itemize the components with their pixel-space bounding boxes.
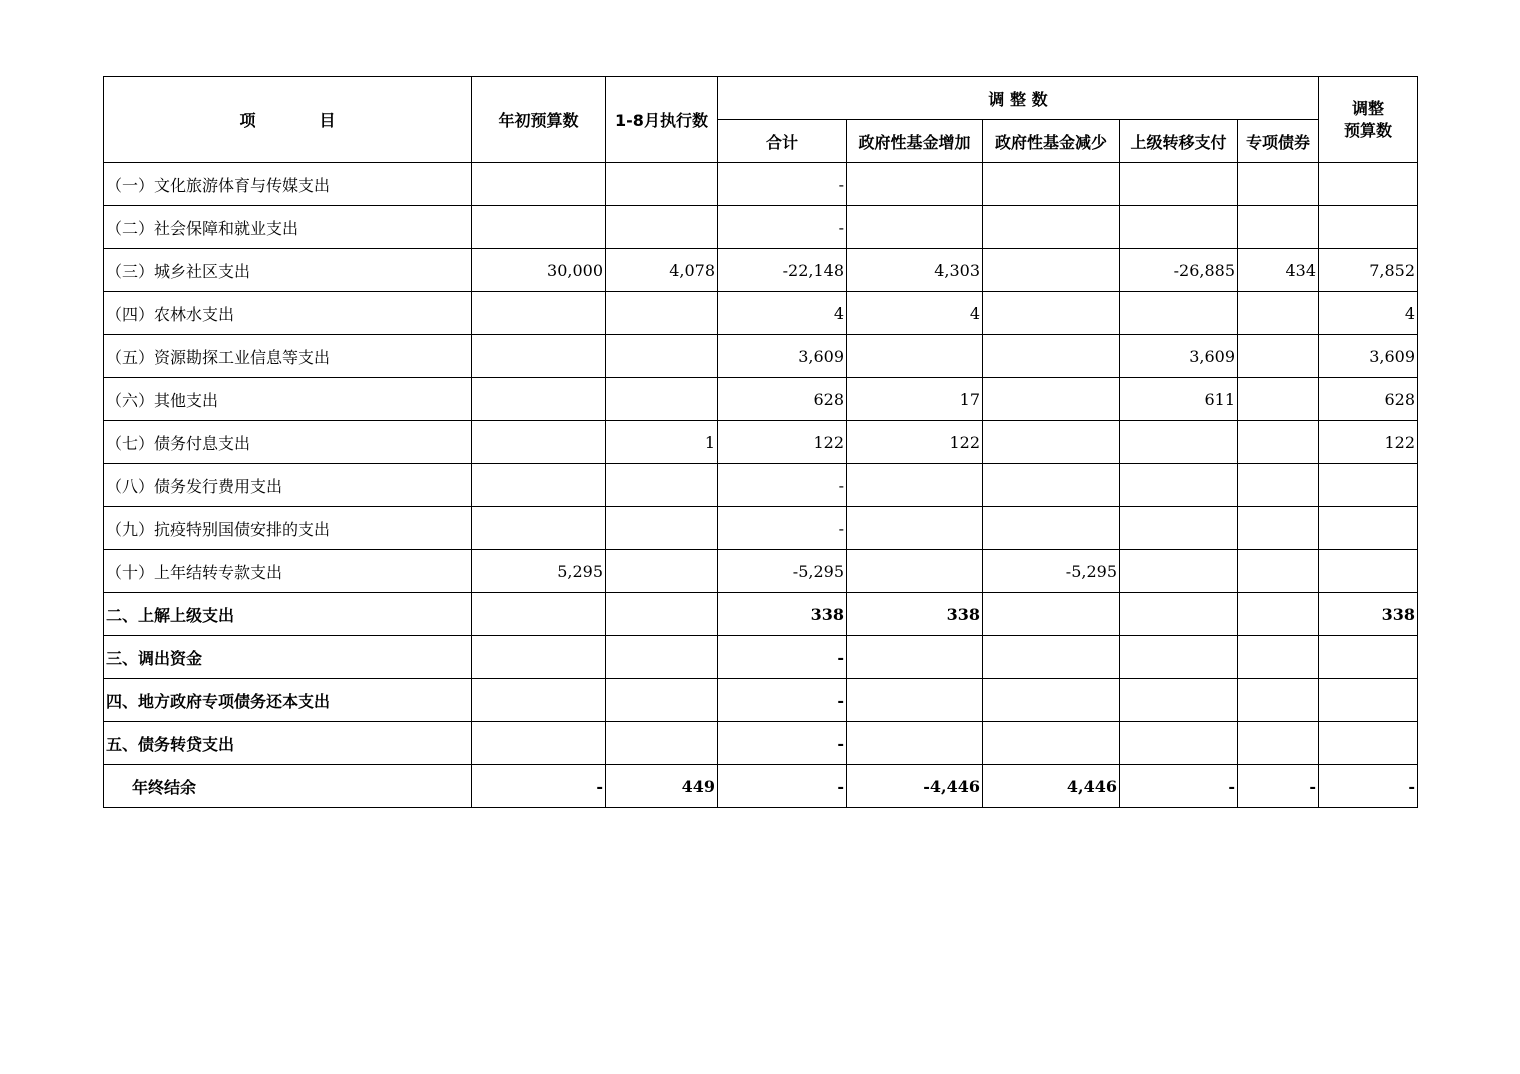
row-label: （七）债务付息支出 [104, 421, 472, 464]
cell-adjusted [1319, 464, 1418, 507]
cell-adjusted: 338 [1319, 593, 1418, 636]
cell-decrease [983, 163, 1120, 206]
cell-increase: 122 [847, 421, 983, 464]
header-adjusted-budget [1319, 77, 1418, 163]
cell-increase [847, 679, 983, 722]
cell-bond [1238, 550, 1319, 593]
cell-initial [472, 206, 606, 249]
cell-adjusted: 122 [1319, 421, 1418, 464]
cell-executed [606, 464, 718, 507]
cell-adjusted [1319, 163, 1418, 206]
row-label: （二）社会保障和就业支出 [104, 206, 472, 249]
header-adjustment-group: 调 整 数 [718, 77, 1319, 120]
header-adjusted-budget-line1: 调整 [1352, 98, 1385, 118]
cell-total: 3,609 [718, 335, 847, 378]
cell-decrease [983, 464, 1120, 507]
cell-bond [1238, 163, 1319, 206]
cell-increase [847, 636, 983, 679]
row-label: 二、上解上级支出 [104, 593, 472, 636]
cell-adjusted [1319, 206, 1418, 249]
cell-adjusted [1319, 507, 1418, 550]
cell-initial: 5,295 [472, 550, 606, 593]
cell-adjusted: 628 [1319, 378, 1418, 421]
cell-total: 122 [718, 421, 847, 464]
cell-decrease [983, 636, 1120, 679]
cell-decrease [983, 507, 1120, 550]
cell-executed: 449 [606, 765, 718, 808]
cell-initial [472, 464, 606, 507]
cell-bond [1238, 507, 1319, 550]
cell-total: -5,295 [718, 550, 847, 593]
cell-bond [1238, 335, 1319, 378]
cell-decrease [983, 335, 1120, 378]
cell-executed: 1 [606, 421, 718, 464]
cell-total: - [718, 722, 847, 765]
cell-total: - [718, 206, 847, 249]
cell-increase: 338 [847, 593, 983, 636]
table-row [104, 507, 1418, 550]
cell-executed: 4,078 [606, 249, 718, 292]
header-initial-budget: 年初预算数 [472, 77, 606, 163]
cell-increase: -4,446 [847, 765, 983, 808]
table-row [104, 679, 1418, 722]
cell-increase [847, 550, 983, 593]
cell-increase [847, 722, 983, 765]
table-row [104, 550, 1418, 593]
cell-decrease [983, 421, 1120, 464]
cell-executed [606, 206, 718, 249]
cell-total: - [718, 679, 847, 722]
cell-transfer [1120, 163, 1238, 206]
cell-initial: 30,000 [472, 249, 606, 292]
header-executed: 1-8月执行数 [606, 77, 718, 163]
row-label: 五、债务转贷支出 [104, 722, 472, 765]
header-adjust-total: 合计 [718, 120, 847, 163]
row-label: （五）资源勘探工业信息等支出 [104, 335, 472, 378]
cell-bond [1238, 378, 1319, 421]
table-row [104, 163, 1418, 206]
row-label: （六）其他支出 [104, 378, 472, 421]
table-row [104, 335, 1418, 378]
row-label: 三、调出资金 [104, 636, 472, 679]
cell-transfer [1120, 507, 1238, 550]
row-label: 年终结余 [104, 765, 472, 808]
cell-initial [472, 292, 606, 335]
row-label: （三）城乡社区支出 [104, 249, 472, 292]
header-item: 项 目 [104, 77, 472, 163]
cell-adjusted: 3,609 [1319, 335, 1418, 378]
cell-bond [1238, 292, 1319, 335]
cell-adjusted [1319, 679, 1418, 722]
header-fund-decrease: 政府性基金减少 [983, 120, 1120, 163]
header-fund-increase: 政府性基金增加 [847, 120, 983, 163]
cell-initial [472, 421, 606, 464]
cell-transfer: -26,885 [1120, 249, 1238, 292]
table-row [104, 206, 1418, 249]
cell-increase [847, 163, 983, 206]
cell-transfer [1120, 421, 1238, 464]
cell-initial [472, 722, 606, 765]
cell-executed [606, 507, 718, 550]
cell-transfer [1120, 292, 1238, 335]
cell-initial [472, 378, 606, 421]
row-label: （九）抗疫特别国债安排的支出 [104, 507, 472, 550]
row-label: （八）债务发行费用支出 [104, 464, 472, 507]
cell-total: - [718, 163, 847, 206]
cell-increase [847, 335, 983, 378]
cell-total: - [718, 636, 847, 679]
cell-bond: 434 [1238, 249, 1319, 292]
cell-bond [1238, 421, 1319, 464]
cell-bond [1238, 636, 1319, 679]
cell-executed [606, 292, 718, 335]
budget-adjustment-table [103, 76, 1418, 808]
cell-total: 628 [718, 378, 847, 421]
cell-decrease [983, 249, 1120, 292]
cell-executed [606, 378, 718, 421]
cell-initial: - [472, 765, 606, 808]
cell-initial [472, 335, 606, 378]
cell-bond [1238, 722, 1319, 765]
cell-transfer [1120, 550, 1238, 593]
cell-executed [606, 722, 718, 765]
cell-total: - [718, 507, 847, 550]
cell-bond: - [1238, 765, 1319, 808]
cell-adjusted: 7,852 [1319, 249, 1418, 292]
cell-decrease [983, 292, 1120, 335]
cell-transfer [1120, 593, 1238, 636]
cell-adjusted [1319, 636, 1418, 679]
cell-bond [1238, 679, 1319, 722]
cell-transfer [1120, 636, 1238, 679]
cell-adjusted [1319, 550, 1418, 593]
cell-adjusted: - [1319, 765, 1418, 808]
cell-bond [1238, 593, 1319, 636]
cell-total: 4 [718, 292, 847, 335]
row-label: （十）上年结转专款支出 [104, 550, 472, 593]
cell-adjusted [1319, 722, 1418, 765]
cell-initial [472, 679, 606, 722]
cell-total: - [718, 464, 847, 507]
cell-transfer: 611 [1120, 378, 1238, 421]
table-row [104, 292, 1418, 335]
cell-initial [472, 163, 606, 206]
cell-adjusted: 4 [1319, 292, 1418, 335]
cell-total: 338 [718, 593, 847, 636]
table-row [104, 636, 1418, 679]
cell-transfer [1120, 722, 1238, 765]
cell-increase: 4,303 [847, 249, 983, 292]
cell-executed [606, 163, 718, 206]
table-row [104, 765, 1418, 808]
cell-initial [472, 507, 606, 550]
cell-bond [1238, 206, 1319, 249]
cell-decrease: 4,446 [983, 765, 1120, 808]
cell-decrease [983, 722, 1120, 765]
table-body [104, 163, 1418, 808]
table-row [104, 421, 1418, 464]
cell-decrease [983, 206, 1120, 249]
cell-initial [472, 593, 606, 636]
header-adjusted-budget-line2: 预算数 [1344, 120, 1393, 140]
cell-total: -22,148 [718, 249, 847, 292]
row-label: （一）文化旅游体育与传媒支出 [104, 163, 472, 206]
cell-executed [606, 550, 718, 593]
table-row [104, 722, 1418, 765]
cell-transfer [1120, 206, 1238, 249]
row-label: （四）农林水支出 [104, 292, 472, 335]
cell-decrease [983, 679, 1120, 722]
cell-total: - [718, 765, 847, 808]
cell-increase [847, 464, 983, 507]
cell-transfer [1120, 679, 1238, 722]
table-row [104, 249, 1418, 292]
table-row [104, 378, 1418, 421]
cell-transfer [1120, 464, 1238, 507]
cell-increase [847, 206, 983, 249]
table-row [104, 593, 1418, 636]
cell-executed [606, 593, 718, 636]
header-special-bond: 专项债券 [1238, 120, 1319, 163]
table-row [104, 464, 1418, 507]
cell-decrease [983, 378, 1120, 421]
cell-increase: 4 [847, 292, 983, 335]
header-transfer: 上级转移支付 [1120, 120, 1238, 163]
cell-increase: 17 [847, 378, 983, 421]
cell-transfer: 3,609 [1120, 335, 1238, 378]
cell-increase [847, 507, 983, 550]
cell-executed [606, 636, 718, 679]
cell-executed [606, 679, 718, 722]
cell-transfer: - [1120, 765, 1238, 808]
cell-initial [472, 636, 606, 679]
cell-executed [606, 335, 718, 378]
cell-decrease: -5,295 [983, 550, 1120, 593]
cell-decrease [983, 593, 1120, 636]
row-label: 四、地方政府专项债务还本支出 [104, 679, 472, 722]
cell-bond [1238, 464, 1319, 507]
